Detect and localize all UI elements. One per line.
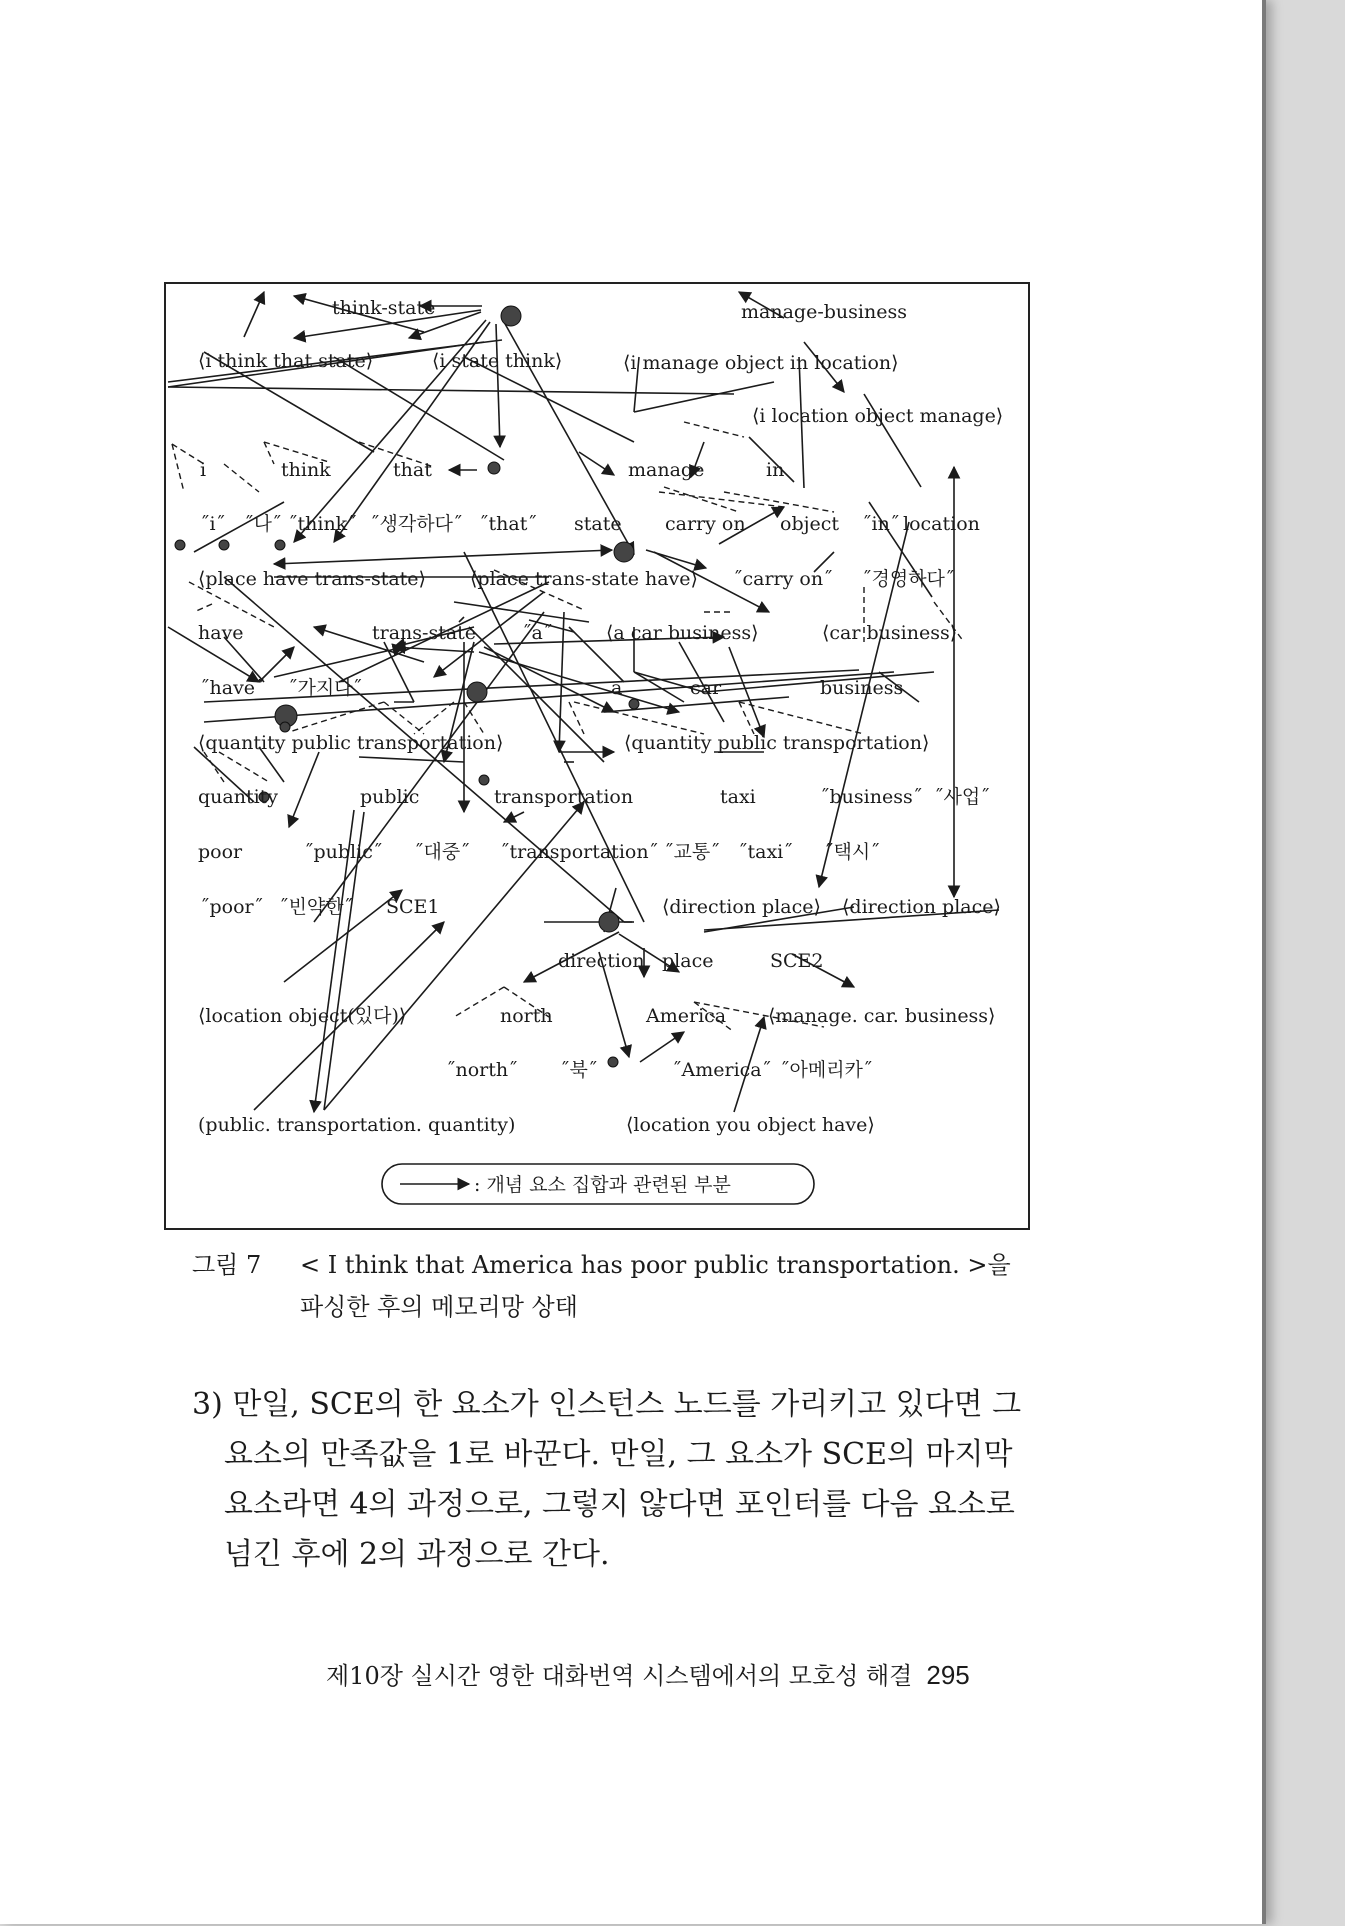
node-label: carry on <box>665 513 746 535</box>
caption-line-1: < I think that America has poor public transportation. >을 <box>300 1251 1011 1279</box>
node-label: ˝transportation˝ <box>500 841 659 863</box>
node-label: ⟨quantity public transportation⟩ <box>624 732 930 754</box>
edge <box>359 757 464 762</box>
diagram-labels <box>198 297 1003 1136</box>
node-label: ˝교통˝ <box>664 841 720 863</box>
instance-dot <box>219 540 229 550</box>
node-label: i <box>200 459 207 481</box>
edge <box>264 442 274 464</box>
node-label: ˝in˝ <box>862 513 900 535</box>
edge <box>574 702 704 734</box>
node-label: state <box>574 513 622 535</box>
paragraph-line-4: 넘긴 후에 2의 과정으로 간다. <box>224 1537 610 1572</box>
node-label: SCE1 <box>386 896 440 918</box>
edge <box>496 324 500 447</box>
node-label: ˝북˝ <box>560 1059 598 1081</box>
instance-dot <box>280 722 290 732</box>
edge <box>194 604 212 612</box>
node-label: ˝have˝ <box>200 677 265 699</box>
memory-network-diagram <box>164 282 1030 1230</box>
node-label: ˝사업˝ <box>934 786 990 808</box>
figure-caption <box>192 1244 1052 1328</box>
instance-dot <box>629 699 639 709</box>
node-label: ˝아메리카˝ <box>780 1059 873 1081</box>
edge <box>559 612 564 752</box>
edge <box>739 702 864 734</box>
node-label: ˝think˝ <box>288 513 357 535</box>
node-label: ⟨direction place⟩ <box>842 896 1001 918</box>
node-label: ˝that˝ <box>479 513 537 535</box>
caption-label: 그림 7 <box>192 1251 262 1279</box>
edge <box>289 752 319 827</box>
node-label: have <box>198 622 244 644</box>
edge <box>274 550 612 564</box>
instance-dot <box>608 1057 618 1067</box>
node-label: ˝가지다˝ <box>288 677 363 699</box>
node-label: ˝poor˝ <box>200 896 264 918</box>
body-paragraph <box>192 1380 1034 1580</box>
node-label: ˝north˝ <box>446 1059 518 1081</box>
node-label: business <box>820 677 904 699</box>
edge <box>204 752 224 782</box>
node-label: ⟨i think that state⟩ <box>198 350 374 372</box>
node-label: ˝대중˝ <box>414 841 470 863</box>
node-label: SCE2 <box>770 950 824 972</box>
edge <box>314 612 544 922</box>
edge <box>579 452 614 475</box>
node-label: ⟨direction place⟩ <box>662 896 821 918</box>
edge <box>504 812 524 822</box>
node-label: ˝나˝ <box>244 513 282 535</box>
node-label: ⟨i manage object in location⟩ <box>623 352 899 374</box>
node-label: transportation <box>494 786 634 808</box>
instance-dot <box>488 462 500 474</box>
node-label: America <box>646 1005 727 1027</box>
node-label: ˝taxi˝ <box>738 841 793 863</box>
edge <box>168 387 734 394</box>
paragraph-line-1: 3) 만일, SCE의 한 요소가 인스턴스 노드를 가리키고 있다면 그 <box>192 1387 1022 1422</box>
node-label: ⟨i state think⟩ <box>432 350 563 372</box>
node-label: ⟨place trans-state have⟩ <box>470 568 698 590</box>
node-label: think-state <box>332 297 436 319</box>
node-label: place <box>662 950 714 972</box>
edge <box>640 1032 684 1062</box>
node-label: manage <box>628 459 705 481</box>
node-label: ˝택시˝ <box>824 841 880 863</box>
edge <box>484 647 614 712</box>
chapter-title: 제10장 실시간 영한 대화번역 시스템에서의 모호성 해결 <box>326 1662 913 1690</box>
node-label: location <box>903 513 980 535</box>
node-label: ⟨place have trans-state⟩ <box>198 568 426 590</box>
node-label: ˝생각하다˝ <box>370 513 463 535</box>
node-label: object <box>780 513 840 535</box>
paragraph-line-3: 요소라면 4의 과정으로, 그렇지 않다면 포인터를 다음 요소로 <box>224 1487 1015 1522</box>
node-label: that <box>393 459 432 481</box>
instance-dot <box>479 775 489 785</box>
node-label: poor <box>198 841 243 863</box>
node-label: trans-state <box>372 622 477 644</box>
node-label: ˝America˝ <box>672 1059 772 1081</box>
node-label: (public. transportation. quantity) <box>198 1114 516 1136</box>
node-label: quantity <box>198 786 279 808</box>
edge <box>454 987 504 1017</box>
instance-dot <box>599 912 619 932</box>
paragraph-line-2: 요소의 만족값을 1로 바꾼다. 만일, 그 요소가 SCE의 마지막 <box>224 1437 1013 1472</box>
node-label: north <box>500 1005 553 1027</box>
node-label: ⟨i location object manage⟩ <box>752 405 1004 427</box>
instance-dot <box>467 682 487 702</box>
node-label: taxi <box>720 786 756 808</box>
node-label: public <box>360 786 420 808</box>
edge <box>729 647 764 737</box>
node-label: ⟨manage. car. business⟩ <box>768 1005 996 1027</box>
edge <box>664 487 739 512</box>
instance-dot <box>175 540 185 550</box>
node-label: ˝carry on˝ <box>733 568 833 590</box>
node-label: ⟨location you object have⟩ <box>626 1114 875 1136</box>
legend-label: : 개념 요소 집합과 관련된 부분 <box>474 1174 731 1196</box>
node-label: ⟨location object(있다)⟩ <box>198 1005 407 1027</box>
edge <box>289 702 384 732</box>
edge <box>224 464 259 492</box>
node-label: a <box>611 677 623 699</box>
instance-dot <box>501 306 521 326</box>
instance-dot <box>275 540 285 550</box>
node-label: ˝business˝ <box>820 786 923 808</box>
node-label: in <box>766 459 785 481</box>
page-number: 295 <box>926 1660 970 1690</box>
edge <box>454 602 589 622</box>
edge <box>244 292 264 337</box>
node-label: direction <box>558 950 645 972</box>
node-label: manage-business <box>741 301 907 323</box>
edge <box>274 647 404 677</box>
node-label: ˝빈약한˝ <box>279 896 354 918</box>
node-label: ⟨quantity public transportation⟩ <box>198 732 504 754</box>
edge <box>334 357 504 460</box>
running-footer <box>326 1656 1006 1691</box>
node-label: ˝public˝ <box>304 841 383 863</box>
caption-line-2: 파싱한 후의 메모리망 상태 <box>300 1293 578 1321</box>
node-label: ⟨car business⟩ <box>822 622 958 644</box>
edge <box>684 422 744 437</box>
node-label: ˝a˝ <box>522 622 553 644</box>
legend <box>382 1164 814 1204</box>
node-label: ˝경영하다˝ <box>862 568 955 590</box>
node-label: ⟨a car business⟩ <box>606 622 759 644</box>
node-label: ˝i˝ <box>200 513 226 535</box>
node-label: car <box>690 677 722 699</box>
node-label: think <box>281 459 331 481</box>
instance-dot <box>614 542 634 562</box>
